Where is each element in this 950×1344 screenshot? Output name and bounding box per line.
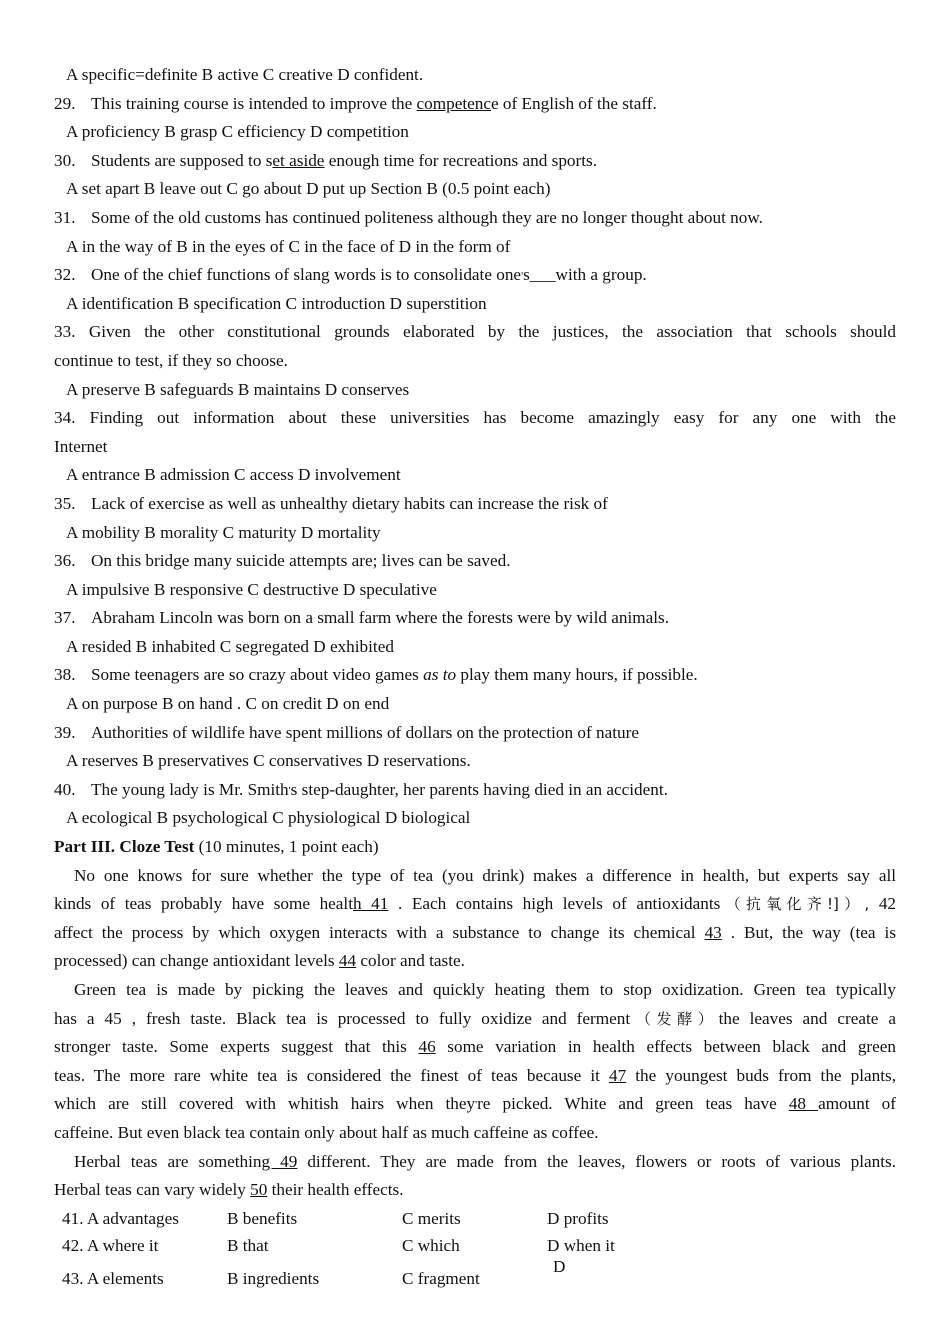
blank-48: 48 <box>788 1094 819 1114</box>
text: different. They are made from the leaves, flowers or roots of various plants. <box>297 1151 896 1171</box>
text: some variation in health effects between black and green <box>435 1037 896 1057</box>
cloze-p1-line3 <box>54 919 896 948</box>
option-d <box>547 1256 667 1299</box>
question-33-line1 <box>54 318 896 347</box>
blank-46: 46 <box>418 1037 436 1057</box>
question-number: 34. <box>54 408 76 428</box>
cloze-p2-line5 <box>54 1090 896 1119</box>
text: their health effects. <box>267 1180 404 1200</box>
underlined-word: et aside <box>272 150 325 170</box>
question-text-end: s___with a group. <box>523 265 647 285</box>
question-34-line2: Internet <box>54 436 108 456</box>
option-a: 42. A where it <box>62 1235 159 1255</box>
cloze-p2-line6: caffeine. But even black tea contain only about half as much caffeine as coffee. <box>54 1122 599 1142</box>
question-number: 37. <box>54 608 76 628</box>
text: stronger taste. Some experts suggest that this <box>54 1037 419 1057</box>
question-40 <box>54 776 896 805</box>
options-40: A ecological B psychological C physiological D biological <box>66 808 471 828</box>
question-number: 31. <box>54 207 76 227</box>
options-32: A identification B specification C introduction D superstition <box>66 293 487 313</box>
options-38: A on purpose B on hand . C on credit D on end <box>66 694 390 714</box>
text: amount of <box>818 1094 896 1114</box>
options-39: A reserves B preservatives C conservatives D reservations. <box>66 751 471 771</box>
blank-41: h 41 <box>353 894 389 914</box>
option-d: D profits <box>547 1208 609 1228</box>
answer-row-43 <box>62 1259 667 1299</box>
question-text-end: enough time for recreations and sports. <box>324 150 597 170</box>
blank-50: 50 <box>250 1180 268 1200</box>
question-37 <box>54 604 896 633</box>
question-number: 32. <box>54 265 76 285</box>
option-d: D when it <box>547 1235 615 1255</box>
question-text: The young lady is Mr. Smith <box>91 779 289 799</box>
text: re picked. White and green teas have <box>477 1094 789 1114</box>
cloze-p2-line1: Green tea is made by picking the leaves and quickly heating them to stop oxidization. Green tea typically <box>74 980 896 999</box>
options-30: A set apart B leave out C go about D put up Section B (0.5 point each) <box>66 179 551 199</box>
exam-content <box>54 61 896 1299</box>
text: which are still covered with whitish hairs when they <box>54 1094 476 1114</box>
cloze-p1-line4 <box>54 947 896 976</box>
text: affect the process by which oxygen interacts with a substance to change its chemical <box>54 922 705 942</box>
text: . But, the way (tea is <box>721 922 896 942</box>
options-33: A preserve B safeguards B maintains D conserves <box>66 379 410 399</box>
cloze-p2-line4 <box>54 1062 896 1091</box>
question-number: 33. <box>54 322 76 342</box>
question-text: Lack of exercise as well as unhealthy dietary habits can increase the risk of <box>91 493 608 513</box>
text: has a 45 , fresh taste. Black tea is processed to fully oxidize and ferment <box>54 1008 631 1028</box>
options-28: A specific=definite B active C creative D confident. <box>66 65 424 84</box>
text: . Each contains high levels of antioxidants <box>388 894 721 914</box>
text: the youngest buds from the plants, <box>626 1065 896 1085</box>
cloze-p3-line1 <box>54 1148 896 1177</box>
question-text: On this bridge many suicide attempts are; lives can be saved. <box>91 551 511 571</box>
text: processed) can change antioxidant levels <box>54 951 339 971</box>
question-text-end: play them many hours, if possible. <box>456 665 698 685</box>
text: Herbal teas are somethin <box>74 1151 262 1171</box>
answer-options-table <box>62 1205 667 1299</box>
question-text: Some teenagers are so crazy about video games <box>91 665 424 685</box>
question-33-line2: continue to test, if they so choose. <box>54 350 288 370</box>
options-37: A resided B inhabited C segregated D exhibited <box>66 636 394 656</box>
question-number: 29. <box>54 93 76 113</box>
question-text: Finding out information about these universities has become amazingly easy for any one with the <box>89 408 896 428</box>
question-36 <box>54 547 896 576</box>
blank-49: g 49 <box>261 1151 298 1171</box>
question-35 <box>54 490 896 519</box>
question-text: Authorities of wildlife have spent millions of dollars on the protection of nature <box>91 722 639 742</box>
question-39 <box>54 719 896 748</box>
question-text: Some of the old customs has continued politeness although they are no longer thought about now. <box>91 207 763 227</box>
apostrophe: ' <box>288 784 291 797</box>
text: teas. The more rare white tea is considered the finest of teas because it <box>54 1065 609 1085</box>
option-b: B ingredients <box>227 1268 320 1288</box>
options-31: A in the way of B in the eyes of C in the face of D in the form of <box>66 236 511 256</box>
blank-42: 42 <box>869 894 896 914</box>
text: color and taste. <box>356 951 465 971</box>
options-36: A impulsive B responsive C destructive D speculative <box>66 579 437 599</box>
option-c: C fragment <box>402 1268 480 1288</box>
question-30 <box>54 147 896 176</box>
question-number: 36. <box>54 551 76 571</box>
italic-phrase: as to <box>423 665 457 685</box>
question-32 <box>54 261 896 290</box>
options-29: A proficiency B grasp C efficiency D competition <box>66 122 409 142</box>
cloze-p2-line3 <box>54 1033 896 1062</box>
question-number: 40. <box>54 779 76 799</box>
chinese-gloss: （发酵） <box>630 1009 719 1028</box>
options-34: A entrance B admission C access D involvement <box>66 465 401 485</box>
cloze-p1-line2 <box>54 890 896 919</box>
question-text: Students are supposed to s <box>91 150 273 170</box>
option-b: B that <box>227 1235 269 1255</box>
text: Herbal teas can vary widely <box>54 1180 251 1200</box>
option-a: 43. A elements <box>62 1268 164 1288</box>
question-31 <box>54 204 896 233</box>
question-number: 35. <box>54 493 76 513</box>
question-text-end: s step-daughter, her parents having died in an accident. <box>290 779 668 799</box>
option-a: 41. A advantages <box>62 1208 179 1228</box>
question-29 <box>54 90 896 119</box>
question-text: This training course is intended to improve the <box>91 93 417 113</box>
apostrophe: ' <box>521 270 524 283</box>
blank-44: 44 <box>338 951 357 971</box>
option-d-label: D <box>553 1256 566 1276</box>
question-text: One of the chief functions of slang words is to consolidate one <box>91 265 522 285</box>
answer-row-41 <box>62 1205 667 1232</box>
question-number: 38. <box>54 665 76 685</box>
apostrophe: ' <box>475 1099 478 1112</box>
text: the leaves and create a <box>718 1008 896 1028</box>
option-c: C which <box>402 1235 460 1255</box>
answer-row-42 <box>62 1232 667 1259</box>
question-text-end: e of English of the staff. <box>491 93 657 113</box>
underlined-word: competenc <box>416 93 491 113</box>
question-number: 30. <box>54 150 76 170</box>
options-35: A mobility B morality C maturity D mortality <box>66 522 381 542</box>
question-text: Abraham Lincoln was born on a small farm where the forests were by wild animals. <box>91 608 669 628</box>
question-number: 39. <box>54 722 76 742</box>
section-heading-part3 <box>54 833 896 862</box>
cloze-p3-line2 <box>54 1176 896 1205</box>
option-c: C merits <box>402 1208 461 1228</box>
cloze-p1-line1: No one knows for sure whether the type of tea (you drink) makes a difference in health, but experts say all <box>74 865 896 885</box>
question-38 <box>54 661 896 690</box>
question-text: Given the other constitutional grounds elaborated by the justices, the association that schools should <box>88 322 896 342</box>
chinese-gloss: （抗氧化齐!]）, <box>720 895 870 914</box>
section-subtitle: (10 minutes, 1 point each) <box>194 837 379 857</box>
text: kinds of teas probably have some healt <box>54 894 353 914</box>
question-34-line1 <box>54 404 896 433</box>
option-b: B benefits <box>227 1208 298 1228</box>
cloze-p2-line2 <box>54 1005 896 1034</box>
blank-43: 43 <box>704 922 722 942</box>
blank-47: 47 <box>608 1065 627 1085</box>
section-title: Part III. Cloze Test <box>54 837 195 857</box>
